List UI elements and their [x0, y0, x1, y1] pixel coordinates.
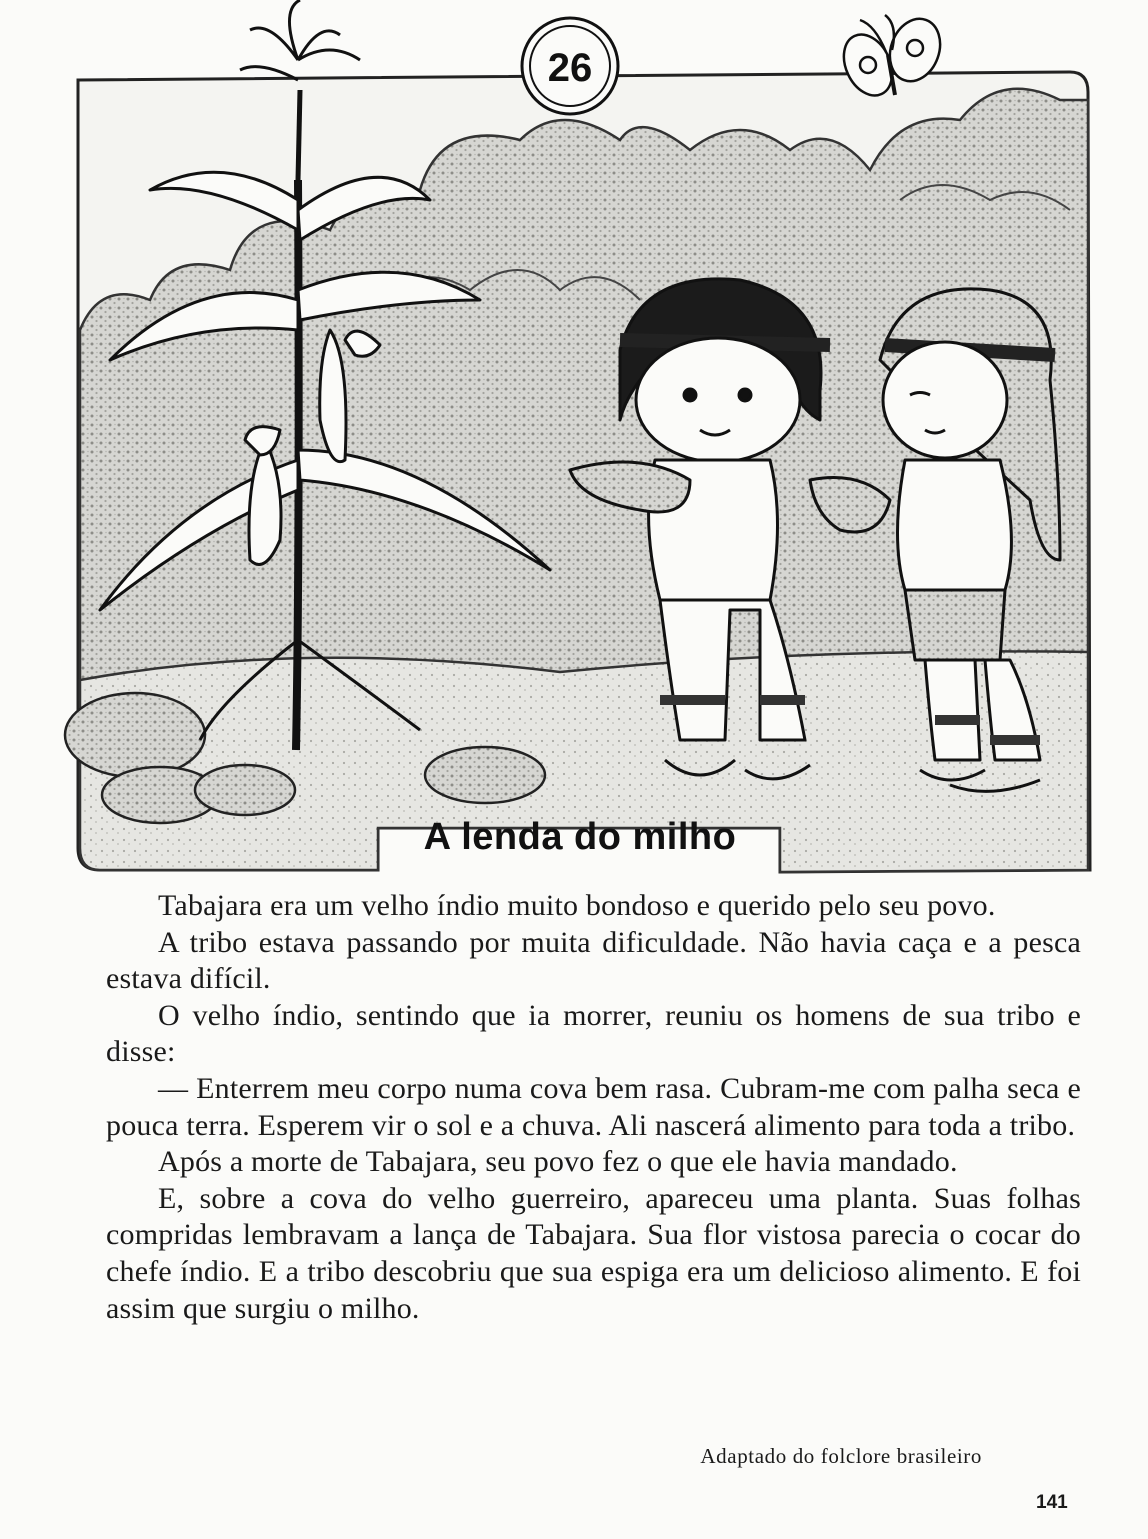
lesson-number-badge	[518, 18, 622, 118]
story-paragraph: Tabajara era um velho índio muito bondoso e querido pelo seu povo.	[158, 889, 996, 922]
lesson-number: 26	[547, 45, 593, 90]
page-number: 141	[1036, 1492, 1068, 1513]
source-credit: Adaptado do folclore brasileiro	[700, 1444, 982, 1468]
title-box	[380, 802, 780, 872]
page-title: A lenda do milho	[423, 815, 737, 858]
story-paragraph: — Enterrem meu corpo numa cova bem rasa. Cubram-me com palha seca e pouca terra. Esperem vir o sol e a chuva. Ali nascerá alimento para toda a tribo.	[106, 1071, 1081, 1142]
story-paragraph: Após a morte de Tabajara, seu povo fez o que ele havia mandado.	[158, 1145, 958, 1179]
story-paragraph: E, sobre a cova do velho guerreiro, apareceu uma planta. Suas folhas compridas lembravam a lança de Tabajara. Sua flor vistosa parecia o cocar do chefe índio. E a tribo descobriu que sua espiga era um delicioso alimento. E foi assim que surgiu o milho.	[106, 1181, 1081, 1325]
story-paragraph: O velho índio, sentindo que ia morrer, reuniu os homens de sua tribo e disse:	[106, 998, 1081, 1069]
story-paragraph: A tribo estava passando por muita dificuldade. Não havia caça e a pesca estava difícil.	[106, 925, 1081, 996]
story-text	[106, 888, 1081, 1327]
